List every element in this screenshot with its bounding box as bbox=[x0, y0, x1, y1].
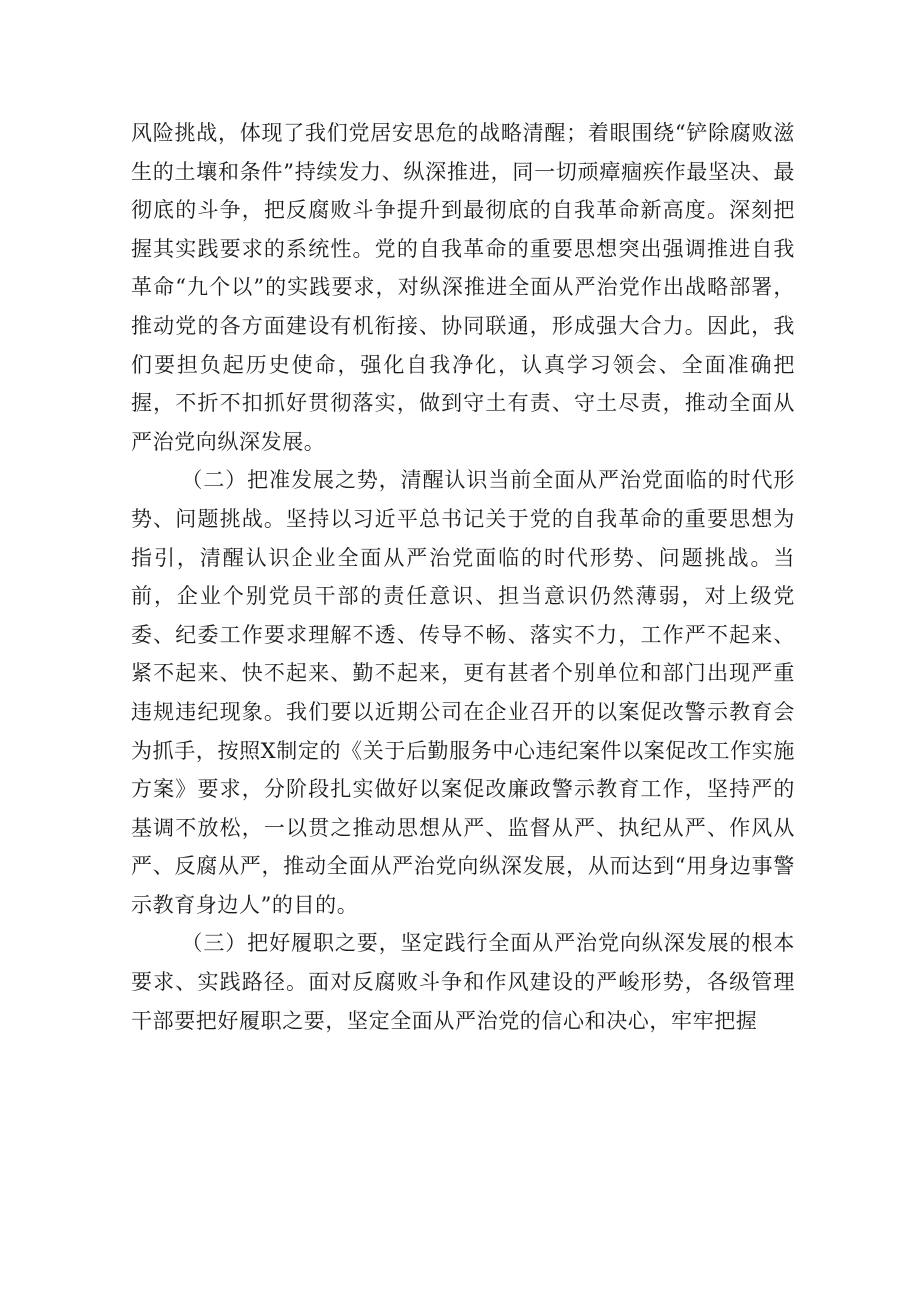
paragraph-1: 风险挑战，体现了我们党居安思危的战略清醒；着眼围绕“铲除腐败滋生的土壤和条件”持续发力、纵深推进，同一切顽瘴痼疾作最坚决、最彻底的斗争，把反腐败斗争提升到最彻底的自我革命新高度。深刻把握其实践要求的系统性。党的自我革命的重要思想突出强调推进自我革命“九个以”的实践要求，对纵深推进全面从严治党作出战略部署，推动党的各方面建设有机衔接、协同联通，形成强大合力。因此，我们要担负起历史使命，强化自我净化，认真学习领会、全面准确把握，不折不扣抓好贯彻落实，做到守土有责、守土尽责，推动全面从严治党向纵深发展。 bbox=[131, 121, 795, 454]
paragraph-2: （二）把准发展之势，清醒认识当前全面从严治党面临的时代形势、问题挑战。坚持以习近平总书记关于党的自我革命的重要思想为指引，清醒认识企业全面从严治党面临的时代形势、问题挑战。当前，企业个别党员干部的责任意识、担当意识仍然薄弱，对上级党委、纪委工作要求理解不透、传导不畅、落实不力，工作严不起来、紧不起来、快不起来、勤不起来，更有甚者个别单位和部门出现严重违规违纪现象。我们要以近期公司在企业召开的以案促改警示教育会为抓手，按照X制定的《关于后勤服务中心违纪案件以案促改工作实施方案》要求，分阶段扎实做好以案促改廉政警示教育工作，坚持严的基调不放松，一以贯之推动思想从严、监督从严、执纪从严、作风从严、反腐从严，推动全面从严治党向纵深发展，从而达到“用身边事警示教育身边人”的目的。 bbox=[131, 468, 795, 917]
document-body bbox=[131, 114, 795, 1040]
paragraph-3: （三）把好履职之要，坚定践行全面从严治党向纵深发展的根本要求、实践路径。面对反腐败斗争和作风建设的严峻形势，各级管理干部要把好履职之要，坚定全面从严治党的信心和决心，牢牢把握 bbox=[131, 931, 795, 1033]
